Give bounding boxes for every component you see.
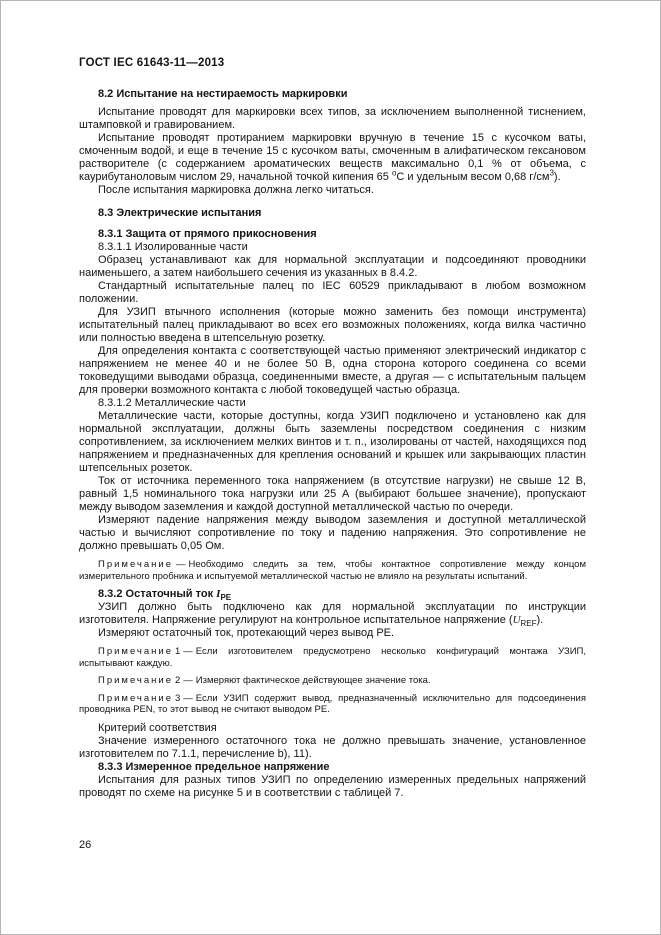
note-8-3-2-1 [79,646,586,669]
paragraph-8-3-2-1 [79,601,586,627]
note-text: Измеряют фактическое действующее значение тока. [195,675,431,686]
paragraph-8-3-1-6: Ток от источника переменного тока напряжением (в отсутствие нагрузки) не свыше 12 В, равный 1,5 номинального тока нагрузки или 25 А (выбирают большее значение), пропускают между выводом заземления и каждой доступной металлической частью по очереди. [79,475,586,513]
note-number: 3 [175,692,181,704]
text-segment: ). [536,614,544,626]
paragraph-8-3-3-1: Испытания для разных типов УЗИП по определению измеренных предельных напряжений проводят по схеме на рисунке 5 и в соответствии с таблицей 7. [79,773,586,799]
subheading-8-3-1-2: 8.3.1.2 Металлические части [98,397,246,409]
current-symbol: I [216,588,221,600]
paragraph-8-3-1-2: Стандартный испытательные палец по IEC 60529 прикладывают в любом возможном положении. [79,280,586,305]
heading-8-3-3: 8.3.3 Измеренное предельное напряжение [98,760,330,773]
text-segment: Испытание проводят протиранием маркировки вручную в течение 15 с кусочком ваты, смоченным водой, и еще в течение 15 с кусочком ваты, смоченным в алифатическом гексановом растворителе (с содержанием ароматических веществ максимально 0,1 % от объема, с каурибутаноловым числом 29, начальной точкой кипения 65 [79,132,586,183]
voltage-symbol: U [512,614,521,626]
heading-8-2: 8.2 Испытание на нестираемость маркировки [98,88,348,100]
note-number: 2 [175,675,181,686]
note-8-3-2-2 [79,675,586,687]
note-label: Примечание [98,559,173,570]
heading-8-3-1: 8.3.1 Защита от прямого прикосновения [98,228,317,240]
cube-superscript: 3 [549,168,554,178]
note-dash: — [183,646,193,657]
note-label: Примечание [98,646,173,657]
text-segment: С и удельным весом 0,68 г/см [396,171,550,183]
page-number: 26 [79,839,92,851]
document-header: ГОСТ IEC 61643-11—2013 [79,57,225,69]
note-text: Необходимо следить за тем, чтобы контактное сопротивление между концом измерительного пробника и испытуемой металлической частью не влияло на результаты испытаний. [79,559,586,582]
note-text: Если УЗИП содержит вывод, предназначенный исключительно для подсоединения проводника PEN, то этот вывод не считают выводом PE. [79,692,586,715]
paragraph-8-3-1-7: Измеряют падение напряжения между выводом заземления и доступной металлической частью и вычисляют сопротивление по току и падению напряжения. Это сопротивление не должно превышать 0,05 Ом. [79,514,586,552]
ref-subscript: REF [520,619,537,629]
text-segment: УЗИП должно быть подключено как для нормальной эксплуатации по инструкции изготовителя. Напряжение регулируют на контрольное испытательное напряжение ( [79,601,586,626]
paragraph-8-3-1-4: Для определения контакта с соответствующей частью применяют электрический индикатор с напряжением не менее 40 и не более 50 В, одна сторона которого соединена со всеми токоведущими выводами образца, соединенными вместе, а другая — с испытательным пальцем для проверки возможного контакта с любой токоведущей частью образца. [79,345,586,396]
paragraph-8-3-1-5: Металлические части, которые доступны, когда УЗИП подключено и установлено как для нормальной эксплуатации, должны быть заземлены посредством соединения с низким сопротивлением, за исключением мелких винтов и т. п., изолированы от частей, находящихся под напряжением и предназначенных для крепления оснований и крышек или закрывающих пластин штепсельных розеток. [79,410,586,474]
degree-superscript: о [391,168,397,178]
paragraph-8-3-1-1: Образец устанавливают как для нормальной эксплуатации и подсоединяют проводники наименьшего, а затем наибольшего сечения из указанных в 8.4.2. [79,254,586,279]
criterion-text: Значение измеренного остаточного тока не должно превышать значение, установленное изготовителем по 7.1.1, перечисление b), 11). [79,734,586,760]
note-label: Примечание [98,675,173,686]
note-dash: — [176,559,186,570]
note-8-3-1 [79,559,586,582]
note-label: Примечание [98,692,173,704]
paragraph-8-2-2 [79,132,586,184]
note-dash: — [183,692,193,704]
note-8-3-2-3 [79,693,586,716]
paragraph-8-3-2-2: Измеряют остаточный ток, протекающий через вывод PE. [98,627,395,639]
criterion-title: Критерий соответствия [98,721,217,734]
document-content [79,88,586,800]
note-text: Если изготовителем предусмотрено несколько конфигураций монтажа УЗИП, испытывают каждую. [79,646,586,669]
paragraph-8-2-1: Испытание проводят для маркировки всех типов, за исключением выполненной тиснением, штамповкой и гравированием. [79,106,586,131]
paragraph-8-2-3: После испытания маркировка должна легко читаться. [98,184,374,196]
paragraph-8-3-1-3: Для УЗИП втычного исполнения (которые можно заменить без помощи инструмента) испытательный палец прикладывают во всех его возможных положениях, когда вилка частично или полностью введена в штепсельную розетку. [79,306,586,344]
text-segment: ). [553,171,561,183]
heading-8-3: 8.3 Электрические испытания [98,207,262,219]
note-dash: — [183,675,193,686]
subheading-8-3-1-1: 8.3.1.1 Изолированные части [98,241,248,253]
heading-8-3-2 [79,588,586,601]
heading-text: 8.3.2 Остаточный ток [98,588,217,600]
pe-subscript: PE [220,593,232,603]
note-number: 1 [175,646,181,657]
